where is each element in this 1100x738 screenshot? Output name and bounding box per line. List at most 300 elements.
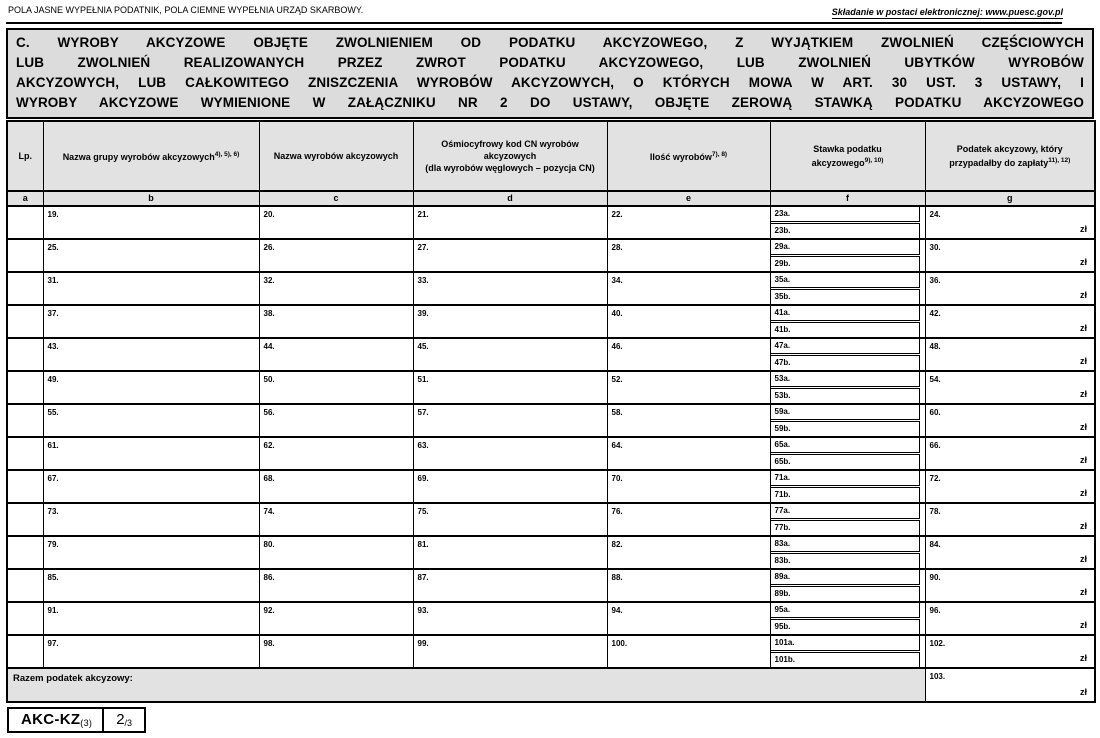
field-number: 51. bbox=[417, 375, 429, 384]
tax-rate-field-a[interactable] bbox=[770, 437, 920, 453]
cn-code-field[interactable] bbox=[413, 239, 607, 272]
product-group-field[interactable] bbox=[43, 371, 259, 404]
quantity-field[interactable] bbox=[607, 470, 770, 503]
table-row bbox=[7, 635, 1095, 668]
field-number: 23b. bbox=[774, 226, 791, 235]
field-number: 35b. bbox=[774, 292, 791, 301]
tax-rate-field-b[interactable] bbox=[770, 223, 920, 239]
tax-rate-field-b[interactable] bbox=[770, 289, 920, 305]
lp-field[interactable] bbox=[7, 569, 43, 602]
tax-rate-cell bbox=[770, 536, 925, 569]
cn-code-field[interactable] bbox=[413, 569, 607, 602]
currency-label: zł bbox=[1079, 653, 1087, 663]
field-number: 47b. bbox=[774, 358, 791, 367]
total-tax-field[interactable] bbox=[925, 668, 1095, 702]
lp-field[interactable] bbox=[7, 206, 43, 239]
field-number: 86. bbox=[263, 573, 275, 582]
section-c-title-line: WYROBY AKCYZOWE WYMIENIONE W ZAŁĄCZNIKU NR 2 DO USTAWY, OBJĘTE ZEROWĄ STAWKĄ PODATKU AKCYZOWEGO bbox=[16, 95, 1084, 110]
field-number: 58. bbox=[611, 408, 623, 417]
currency-label: zł bbox=[1079, 687, 1087, 697]
tax-rate-field-b[interactable] bbox=[770, 553, 920, 569]
tax-rate-cell bbox=[770, 602, 925, 635]
header-product-group-label: Nazwa grupy wyrobów akcyzowych bbox=[62, 152, 215, 162]
field-number: 32. bbox=[263, 276, 275, 285]
field-number: 41b. bbox=[774, 325, 791, 334]
field-number: 101b. bbox=[774, 655, 795, 664]
field-number: 73. bbox=[47, 507, 59, 516]
tax-due-field[interactable] bbox=[925, 503, 1095, 536]
field-number: 89a. bbox=[774, 572, 791, 581]
table-row bbox=[7, 437, 1095, 470]
currency-label: zł bbox=[1079, 422, 1087, 432]
field-number: 42. bbox=[929, 309, 941, 318]
header-divider bbox=[6, 22, 1062, 24]
currency-label: zł bbox=[1079, 224, 1087, 234]
field-number: 81. bbox=[417, 540, 429, 549]
cn-code-field[interactable] bbox=[413, 305, 607, 338]
lp-field[interactable] bbox=[7, 338, 43, 371]
lp-field[interactable] bbox=[7, 305, 43, 338]
lp-field[interactable] bbox=[7, 239, 43, 272]
currency-label: zł bbox=[1079, 257, 1087, 267]
excise-products-table bbox=[6, 120, 1096, 703]
tax-rate-cell bbox=[770, 503, 925, 536]
field-number: 103. bbox=[929, 672, 946, 681]
field-number: 57. bbox=[417, 408, 429, 417]
field-number: 45. bbox=[417, 342, 429, 351]
product-name-field[interactable] bbox=[259, 635, 413, 668]
field-number: 53b. bbox=[774, 391, 791, 400]
cn-code-field[interactable] bbox=[413, 536, 607, 569]
field-number: 72. bbox=[929, 474, 941, 483]
column-letter-d: d bbox=[413, 191, 607, 206]
form-code bbox=[9, 709, 104, 731]
field-number: 41a. bbox=[774, 308, 791, 317]
tax-due-field[interactable] bbox=[925, 536, 1095, 569]
field-number: 63. bbox=[417, 441, 429, 450]
header-quantity-footnotes: 7), 8) bbox=[711, 151, 728, 158]
field-number: 95a. bbox=[774, 605, 791, 614]
tax-rate-field-a[interactable] bbox=[770, 536, 920, 552]
field-number: 29a. bbox=[774, 242, 791, 251]
header-cn-code-line1: Ośmiocyfrowy kod CN wyrobów akcyzowych bbox=[441, 139, 579, 161]
tax-rate-field-a[interactable] bbox=[770, 272, 920, 288]
field-number: 100. bbox=[611, 639, 628, 648]
field-number: 29b. bbox=[774, 259, 791, 268]
tax-rate-field-a[interactable] bbox=[770, 305, 920, 321]
field-number: 23a. bbox=[774, 209, 791, 218]
product-group-field[interactable] bbox=[43, 206, 259, 239]
product-name-field[interactable] bbox=[259, 470, 413, 503]
field-number: 36. bbox=[929, 276, 941, 285]
field-number: 26. bbox=[263, 243, 275, 252]
lp-field[interactable] bbox=[7, 635, 43, 668]
field-number: 22. bbox=[611, 210, 623, 219]
product-name-field[interactable] bbox=[259, 206, 413, 239]
product-group-field[interactable] bbox=[43, 503, 259, 536]
tax-rate-cell bbox=[770, 437, 925, 470]
field-number: 49. bbox=[47, 375, 59, 384]
field-number: 20. bbox=[263, 210, 275, 219]
field-number: 53a. bbox=[774, 374, 791, 383]
field-number: 64. bbox=[611, 441, 623, 450]
field-number: 101a. bbox=[774, 638, 795, 647]
field-number: 65b. bbox=[774, 457, 791, 466]
field-number: 85. bbox=[47, 573, 59, 582]
currency-label: zł bbox=[1079, 521, 1087, 531]
tax-due-field[interactable] bbox=[925, 272, 1095, 305]
column-letter-c: c bbox=[259, 191, 413, 206]
quantity-field[interactable] bbox=[607, 635, 770, 668]
form-code-label: AKC-KZ bbox=[21, 711, 81, 728]
field-number: 67. bbox=[47, 474, 59, 483]
cn-code-field[interactable] bbox=[413, 206, 607, 239]
product-group-field[interactable] bbox=[43, 437, 259, 470]
tax-due-field[interactable] bbox=[925, 305, 1095, 338]
quantity-field[interactable] bbox=[607, 239, 770, 272]
currency-label: zł bbox=[1079, 455, 1087, 465]
field-number: 56. bbox=[263, 408, 275, 417]
cn-code-field[interactable] bbox=[413, 272, 607, 305]
tax-rate-field-b[interactable] bbox=[770, 487, 920, 503]
lp-field[interactable] bbox=[7, 437, 43, 470]
quantity-field[interactable] bbox=[607, 602, 770, 635]
table-row bbox=[7, 503, 1095, 536]
product-name-field[interactable] bbox=[259, 338, 413, 371]
product-name-field[interactable] bbox=[259, 536, 413, 569]
field-number: 77a. bbox=[774, 506, 791, 515]
table-row bbox=[7, 602, 1095, 635]
cn-code-field[interactable] bbox=[413, 371, 607, 404]
tax-due-field[interactable] bbox=[925, 338, 1095, 371]
field-number: 40. bbox=[611, 309, 623, 318]
quantity-field[interactable] bbox=[607, 338, 770, 371]
tax-due-field[interactable] bbox=[925, 404, 1095, 437]
cn-code-field[interactable] bbox=[413, 635, 607, 668]
field-number: 84. bbox=[929, 540, 941, 549]
field-number: 65a. bbox=[774, 440, 791, 449]
product-group-field[interactable] bbox=[43, 305, 259, 338]
field-number: 68. bbox=[263, 474, 275, 483]
field-number: 98. bbox=[263, 639, 275, 648]
page-indicator bbox=[104, 709, 144, 731]
tax-rate-cell bbox=[770, 470, 925, 503]
field-number: 88. bbox=[611, 573, 623, 582]
field-number: 77b. bbox=[774, 523, 791, 532]
field-number: 54. bbox=[929, 375, 941, 384]
lp-field[interactable] bbox=[7, 371, 43, 404]
field-number: 87. bbox=[417, 573, 429, 582]
product-group-field[interactable] bbox=[43, 272, 259, 305]
table-row bbox=[7, 371, 1095, 404]
field-number: 28. bbox=[611, 243, 623, 252]
currency-label: zł bbox=[1079, 587, 1087, 597]
tax-rate-field-b[interactable] bbox=[770, 619, 920, 635]
table-row bbox=[7, 338, 1095, 371]
field-number: 37. bbox=[47, 309, 59, 318]
column-header-row bbox=[7, 121, 1095, 191]
field-number: 69. bbox=[417, 474, 429, 483]
cn-code-field[interactable] bbox=[413, 338, 607, 371]
header-product-name: Nazwa wyrobów akcyzowych bbox=[259, 121, 413, 191]
field-number: 70. bbox=[611, 474, 623, 483]
tax-rate-field-b[interactable] bbox=[770, 454, 920, 470]
tax-due-field[interactable] bbox=[925, 635, 1095, 668]
field-number: 71a. bbox=[774, 473, 791, 482]
field-number: 102. bbox=[929, 639, 946, 648]
field-number: 55. bbox=[47, 408, 59, 417]
tax-rate-field-a[interactable] bbox=[770, 206, 920, 222]
field-number: 52. bbox=[611, 375, 623, 384]
field-number: 46. bbox=[611, 342, 623, 351]
product-group-field[interactable] bbox=[43, 635, 259, 668]
field-number: 93. bbox=[417, 606, 429, 615]
column-letter-row bbox=[7, 191, 1095, 206]
header-tax-due bbox=[925, 121, 1095, 191]
product-group-field[interactable] bbox=[43, 536, 259, 569]
product-group-field[interactable] bbox=[43, 404, 259, 437]
section-c-title bbox=[6, 28, 1094, 119]
tax-rate-field-b[interactable] bbox=[770, 520, 920, 536]
field-number: 80. bbox=[263, 540, 275, 549]
field-number: 48. bbox=[929, 342, 941, 351]
tax-rate-cell bbox=[770, 206, 925, 239]
header-lp: Lp. bbox=[7, 121, 43, 191]
field-number: 94. bbox=[611, 606, 623, 615]
tax-due-field[interactable] bbox=[925, 602, 1095, 635]
lp-field[interactable] bbox=[7, 272, 43, 305]
currency-label: zł bbox=[1079, 389, 1087, 399]
tax-rate-field-a[interactable] bbox=[770, 569, 920, 585]
product-group-field[interactable] bbox=[43, 239, 259, 272]
tax-rate-field-b[interactable] bbox=[770, 421, 920, 437]
currency-label: zł bbox=[1079, 356, 1087, 366]
header-tax-rate-footnotes: 9), 10) bbox=[864, 157, 884, 164]
field-number: 91. bbox=[47, 606, 59, 615]
tax-rate-field-b[interactable] bbox=[770, 355, 920, 371]
product-name-field[interactable] bbox=[259, 569, 413, 602]
field-number: 59b. bbox=[774, 424, 791, 433]
table-row bbox=[7, 404, 1095, 437]
tax-rate-cell bbox=[770, 239, 925, 272]
field-number: 95b. bbox=[774, 622, 791, 631]
currency-label: zł bbox=[1079, 554, 1087, 564]
table-row bbox=[7, 569, 1095, 602]
field-number: 39. bbox=[417, 309, 429, 318]
header-tax-rate bbox=[770, 121, 925, 191]
product-name-field[interactable] bbox=[259, 239, 413, 272]
tax-rate-field-a[interactable] bbox=[770, 239, 920, 255]
total-label: Razem podatek akcyzowy: bbox=[7, 668, 925, 702]
header-product-group bbox=[43, 121, 259, 191]
field-number: 92. bbox=[263, 606, 275, 615]
product-group-field[interactable] bbox=[43, 470, 259, 503]
cn-code-field[interactable] bbox=[413, 470, 607, 503]
product-name-field[interactable] bbox=[259, 272, 413, 305]
field-number: 19. bbox=[47, 210, 59, 219]
field-number: 83a. bbox=[774, 539, 791, 548]
field-number: 25. bbox=[47, 243, 59, 252]
tax-due-field[interactable] bbox=[925, 437, 1095, 470]
lp-field[interactable] bbox=[7, 470, 43, 503]
cn-code-field[interactable] bbox=[413, 437, 607, 470]
product-group-field[interactable] bbox=[43, 338, 259, 371]
lp-field[interactable] bbox=[7, 404, 43, 437]
tax-rate-cell bbox=[770, 305, 925, 338]
field-number: 30. bbox=[929, 243, 941, 252]
table-row bbox=[7, 206, 1095, 239]
field-number: 59a. bbox=[774, 407, 791, 416]
header-quantity bbox=[607, 121, 770, 191]
tax-rate-cell bbox=[770, 404, 925, 437]
field-number: 33. bbox=[417, 276, 429, 285]
header-tax-rate-label: Stawka podatku akcyzowego bbox=[811, 144, 882, 168]
field-number: 99. bbox=[417, 639, 429, 648]
table-body bbox=[7, 206, 1095, 668]
table-row bbox=[7, 536, 1095, 569]
cn-code-field[interactable] bbox=[413, 602, 607, 635]
product-name-field[interactable] bbox=[259, 437, 413, 470]
form-version: (3) bbox=[80, 718, 93, 728]
tax-rate-field-a[interactable] bbox=[770, 503, 920, 519]
tax-rate-cell bbox=[770, 371, 925, 404]
field-number: 43. bbox=[47, 342, 59, 351]
table-row bbox=[7, 239, 1095, 272]
currency-label: zł bbox=[1079, 488, 1087, 498]
field-number: 71b. bbox=[774, 490, 791, 499]
field-number: 97. bbox=[47, 639, 59, 648]
field-number: 44. bbox=[263, 342, 275, 351]
tax-rate-field-a[interactable] bbox=[770, 338, 920, 354]
tax-rate-field-a[interactable] bbox=[770, 602, 920, 618]
product-name-field[interactable] bbox=[259, 602, 413, 635]
form-code-box bbox=[7, 707, 146, 733]
lp-field[interactable] bbox=[7, 503, 43, 536]
quantity-field[interactable] bbox=[607, 536, 770, 569]
electronic-filing-notice: Składanie w postaci elektronicznej: www.puesc.gov.pl bbox=[831, 7, 1063, 17]
total-row bbox=[7, 668, 1095, 702]
product-name-field[interactable] bbox=[259, 305, 413, 338]
column-letter-g: g bbox=[925, 191, 1095, 206]
quantity-field[interactable] bbox=[607, 437, 770, 470]
field-number: 38. bbox=[263, 309, 275, 318]
lp-field[interactable] bbox=[7, 536, 43, 569]
field-number: 34. bbox=[611, 276, 623, 285]
table-row bbox=[7, 470, 1095, 503]
header-quantity-label: Ilość wyrobów bbox=[649, 152, 712, 162]
header-tax-due-label: Podatek akcyzowy, który przypadałby do zapłaty bbox=[949, 144, 1063, 168]
field-number: 96. bbox=[929, 606, 941, 615]
field-number: 75. bbox=[417, 507, 429, 516]
tax-rate-cell bbox=[770, 338, 925, 371]
fill-instructions-notice: POLA JASNE WYPEŁNIA PODATNIK, POLA CIEMNE WYPEŁNIA URZĄD SKARBOWY. bbox=[8, 5, 364, 15]
tax-rate-field-a[interactable] bbox=[770, 404, 920, 420]
lp-field[interactable] bbox=[7, 602, 43, 635]
currency-label: zł bbox=[1079, 290, 1087, 300]
field-number: 74. bbox=[263, 507, 275, 516]
field-number: 79. bbox=[47, 540, 59, 549]
field-number: 90. bbox=[929, 573, 941, 582]
tax-due-field[interactable] bbox=[925, 470, 1095, 503]
tax-rate-cell bbox=[770, 635, 925, 668]
page-number: 2 bbox=[116, 711, 125, 728]
table-row bbox=[7, 272, 1095, 305]
currency-label: zł bbox=[1079, 620, 1087, 630]
quantity-field[interactable] bbox=[607, 404, 770, 437]
header-tax-due-footnotes: 11), 12) bbox=[1048, 157, 1071, 164]
tax-rate-field-a[interactable] bbox=[770, 371, 920, 387]
tax-due-field[interactable] bbox=[925, 239, 1095, 272]
quantity-field[interactable] bbox=[607, 569, 770, 602]
product-group-field[interactable] bbox=[43, 569, 259, 602]
tax-due-field[interactable] bbox=[925, 206, 1095, 239]
tax-rate-field-b[interactable] bbox=[770, 388, 920, 404]
section-c-title-line: LUB ZWOLNIEŃ REALIZOWANYCH PRZEZ ZWROT PODATKU AKCYZOWEGO, LUB ZWOLNIEŃ UBYTKÓW WYROBÓW bbox=[16, 55, 1084, 70]
field-number: 27. bbox=[417, 243, 429, 252]
field-number: 83b. bbox=[774, 556, 791, 565]
quantity-field[interactable] bbox=[607, 503, 770, 536]
field-number: 21. bbox=[417, 210, 429, 219]
quantity-field[interactable] bbox=[607, 371, 770, 404]
field-number: 24. bbox=[929, 210, 941, 219]
field-number: 61. bbox=[47, 441, 59, 450]
tax-rate-field-b[interactable] bbox=[770, 256, 920, 272]
field-number: 82. bbox=[611, 540, 623, 549]
field-number: 47a. bbox=[774, 341, 791, 350]
product-name-field[interactable] bbox=[259, 404, 413, 437]
header-cn-code-line2: (dla wyrobów węglowych – pozycja CN) bbox=[425, 163, 595, 173]
product-group-field[interactable] bbox=[43, 602, 259, 635]
field-number: 31. bbox=[47, 276, 59, 285]
cn-code-field[interactable] bbox=[413, 503, 607, 536]
header-cn-code bbox=[413, 121, 607, 191]
field-number: 62. bbox=[263, 441, 275, 450]
tax-due-field[interactable] bbox=[925, 371, 1095, 404]
cn-code-field[interactable] bbox=[413, 404, 607, 437]
tax-rate-cell bbox=[770, 569, 925, 602]
tax-rate-field-a[interactable] bbox=[770, 635, 920, 651]
section-c-title-line: C. WYROBY AKCYZOWE OBJĘTE ZWOLNIENIEM OD PODATKU AKCYZOWEGO, Z WYJĄTKIEM ZWOLNIEŃ CZĘŚCIOWYCH bbox=[16, 35, 1084, 50]
field-number: 78. bbox=[929, 507, 941, 516]
column-letter-e: e bbox=[607, 191, 770, 206]
column-letter-f: f bbox=[770, 191, 925, 206]
product-name-field[interactable] bbox=[259, 503, 413, 536]
tax-rate-cell bbox=[770, 272, 925, 305]
currency-label: zł bbox=[1079, 323, 1087, 333]
quantity-field[interactable] bbox=[607, 272, 770, 305]
field-number: 35a. bbox=[774, 275, 791, 284]
tax-rate-field-a[interactable] bbox=[770, 470, 920, 486]
quantity-field[interactable] bbox=[607, 206, 770, 239]
tax-rate-field-b[interactable] bbox=[770, 322, 920, 338]
field-number: 66. bbox=[929, 441, 941, 450]
page-total: /3 bbox=[124, 718, 133, 728]
product-name-field[interactable] bbox=[259, 371, 413, 404]
header-product-group-footnotes: 4), 5), 6) bbox=[214, 151, 240, 158]
tax-rate-field-b[interactable] bbox=[770, 652, 920, 668]
tax-rate-field-b[interactable] bbox=[770, 586, 920, 602]
field-number: 76. bbox=[611, 507, 623, 516]
table-row bbox=[7, 305, 1095, 338]
field-number: 89b. bbox=[774, 589, 791, 598]
section-c-title-line: AKCYZOWYCH, LUB CAŁKOWITEGO ZNISZCZENIA WYROBÓW AKCYZOWYCH, O KTÓRYCH MOWA W ART. 30 UST. 3 USTAWY, I bbox=[16, 75, 1084, 90]
column-letter-a: a bbox=[7, 191, 43, 206]
field-number: 50. bbox=[263, 375, 275, 384]
quantity-field[interactable] bbox=[607, 305, 770, 338]
column-letter-b: b bbox=[43, 191, 259, 206]
field-number: 60. bbox=[929, 408, 941, 417]
tax-due-field[interactable] bbox=[925, 569, 1095, 602]
